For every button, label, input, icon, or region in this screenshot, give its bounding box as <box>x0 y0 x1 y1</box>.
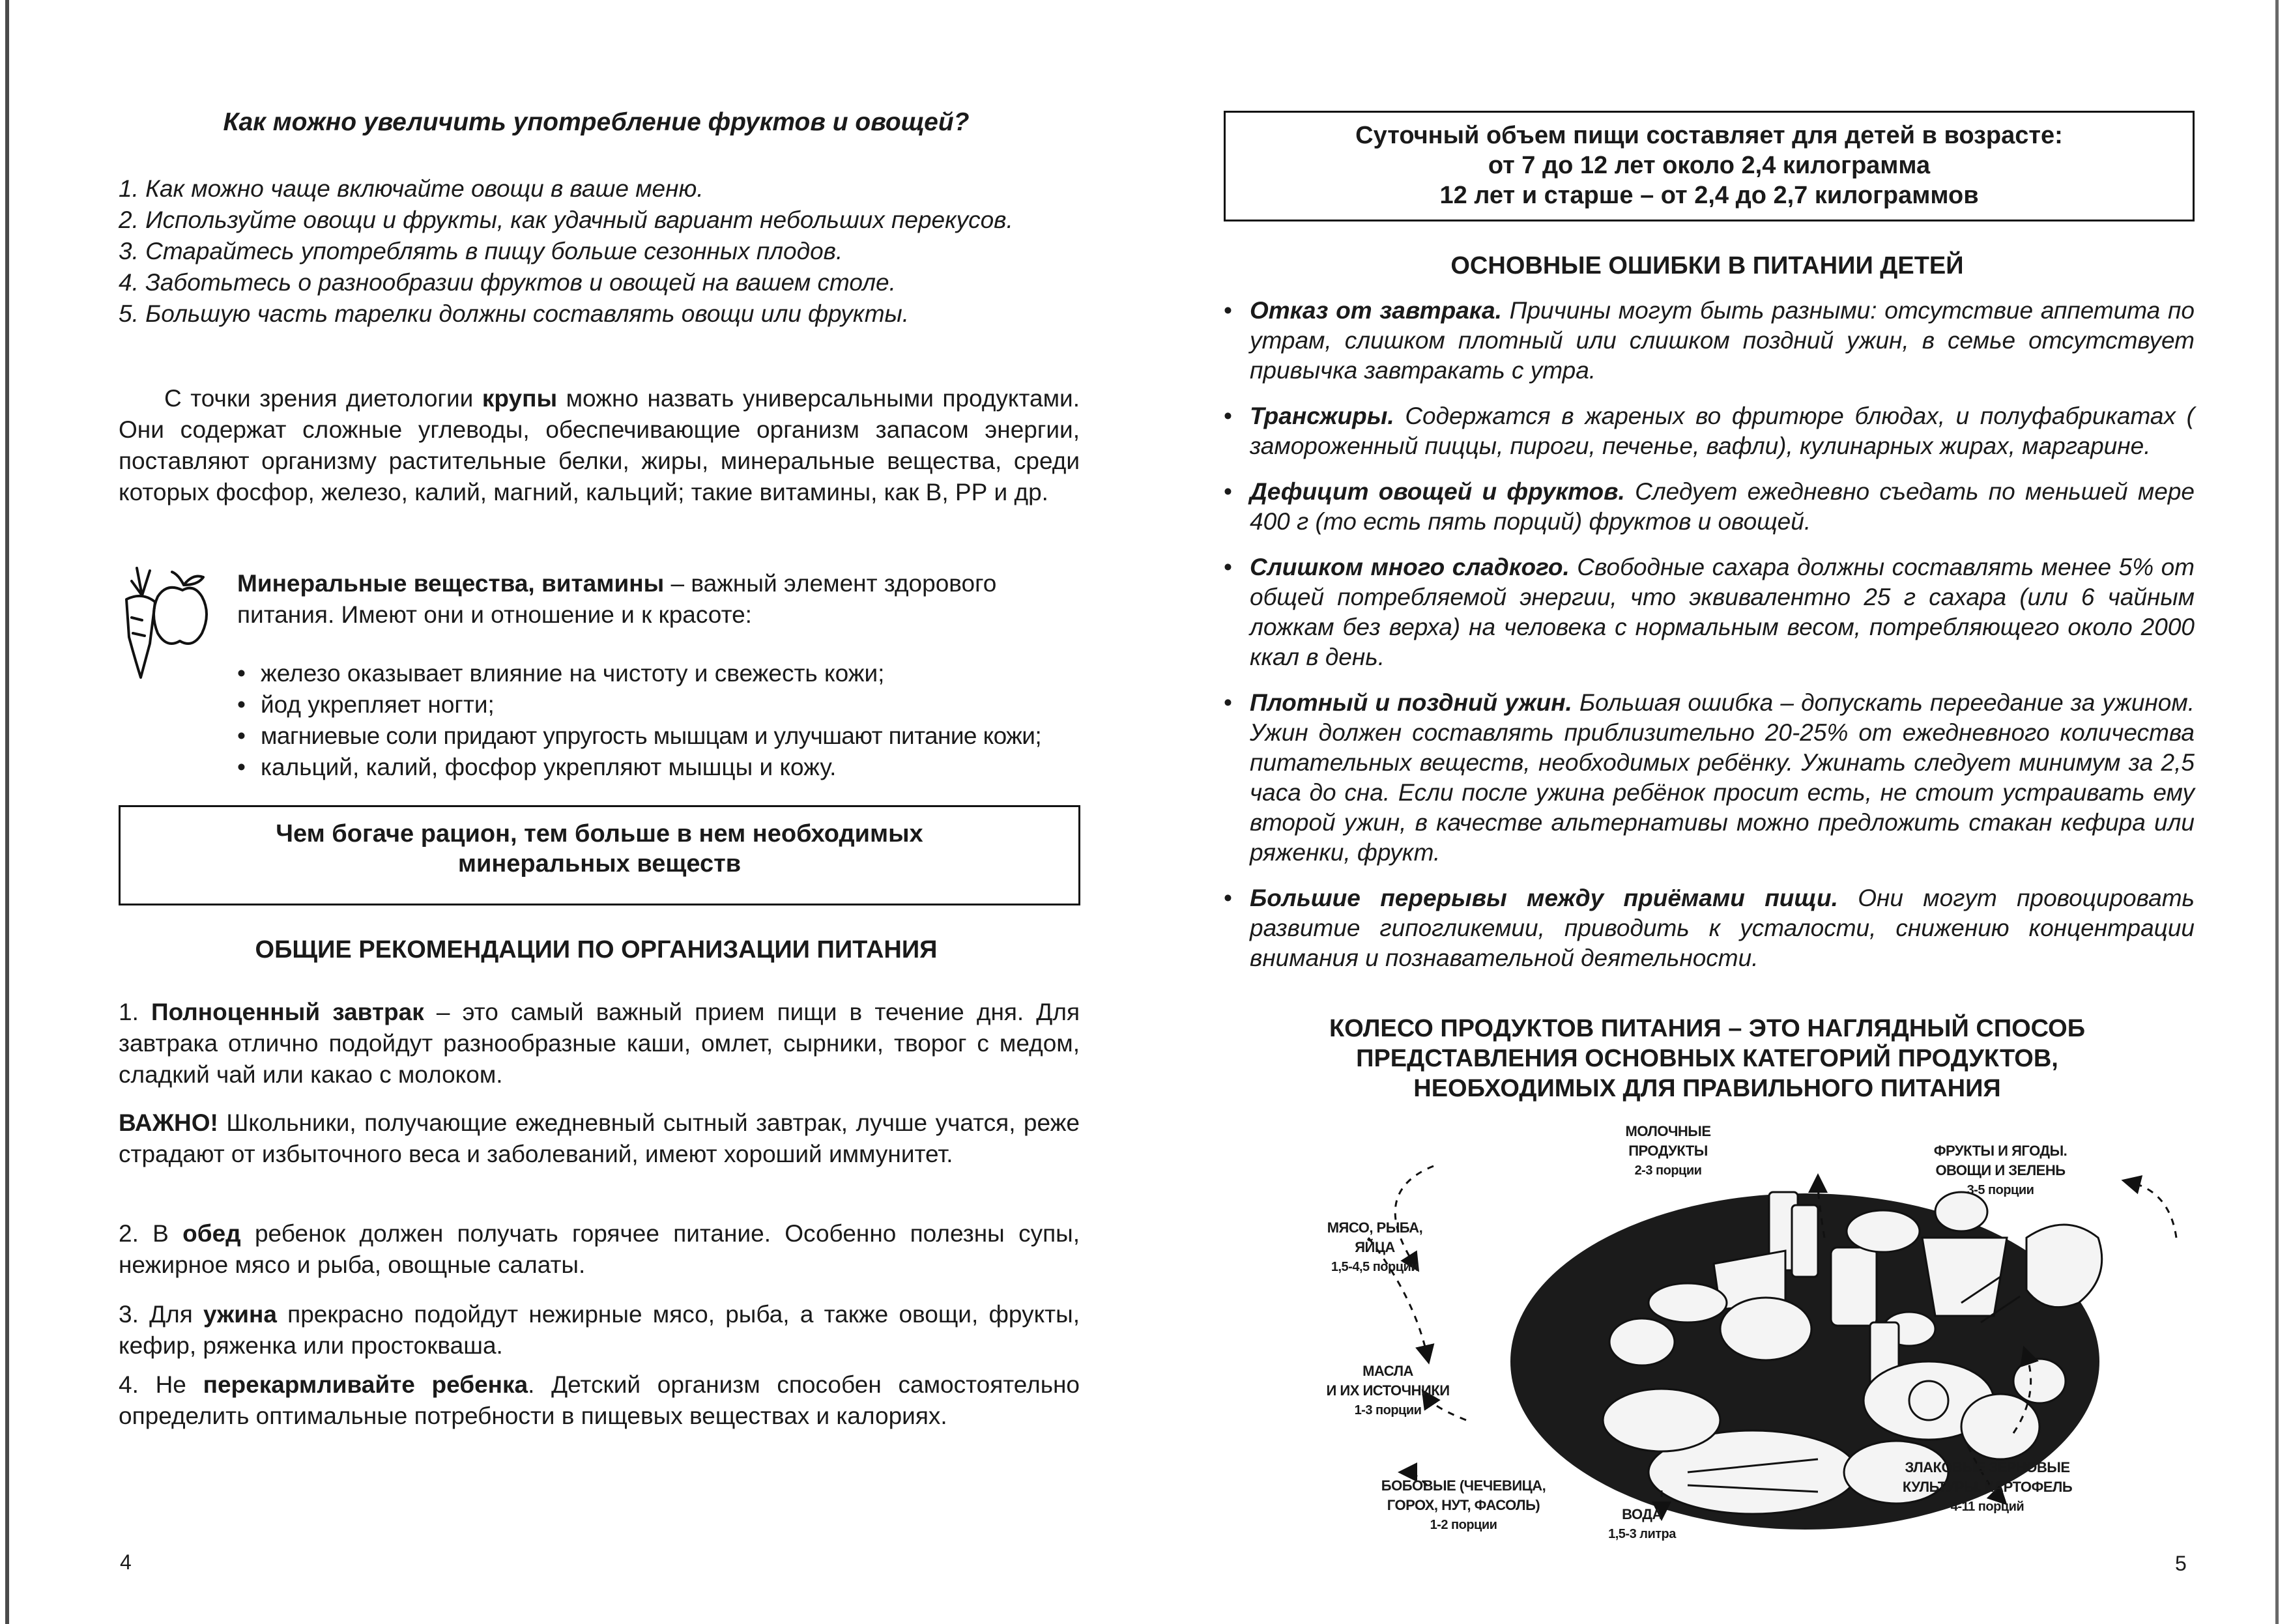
rec-lunch: 2. В обед ребенок должен получать горячее питание. Особенно полезны супы, нежирное мясо и рыба, овощные салаты. <box>119 1220 1080 1278</box>
wheel-label-oils: МАСЛА И ИХ ИСТОЧНИКИ 1-3 порции <box>1326 1363 1450 1417</box>
wheel-label-water: ВОДА 1,5-3 литра <box>1608 1506 1676 1541</box>
rec-no-overfeeding: 4. Не перекармливайте ребенка. Детский организм способен самостоятельно определить оптимальные потребности в пищевых веществах и калориях. <box>119 1371 1080 1429</box>
minerals-intro: Минеральные вещества, витамины – важный элемент здорового питания. Имеют они и отношение и к красоте: <box>237 570 997 628</box>
tip-item: 5. Большую часть тарелки должны составлять овощи или фрукты. <box>119 300 910 327</box>
tip-item: 3. Старайтесь употреблять в пищу больше сезонных плодов. <box>119 238 843 264</box>
right-page <box>1218 0 2196 1624</box>
mistake-item: • Трансжиры. Содержатся в жареных во фритюре блюдах, и полуфабрикатах ( замороженный пиццы, пироги, печенье, вафли), кулинарных жирах, маргарине. <box>1224 403 2195 459</box>
mistake-item: • Плотный и поздний ужин. Большая ошибка – допускать переедание за ужином. Ужин должен составлять приблизительно 20-25% от ежедневного количества питательных веществ, необходимых ребёнку. Ужинать следует минимум за 2,5 часа до сна. Если после ужина ребёнок просит есть, не стоит устраивать ему второй ужин, в качестве альтернативы можно предложить стакан кефира или ряженки, фрукт. <box>1224 689 2195 866</box>
tip-item: 2. Используйте овощи и фрукты, как удачный вариант небольших перекусов. <box>119 207 1013 233</box>
wheel-label-fruits: ФРУКТЫ И ЯГОДЫ. ОВОЩИ И ЗЕЛЕНЬ 3-5 порции <box>1933 1143 2068 1197</box>
tip-item: 4. Заботьтесь о разнообразии фруктов и овощей на вашем столе. <box>119 269 896 296</box>
scan-edge-left <box>5 0 9 1624</box>
rec-important: ВАЖНО! Школьники, получающие ежедневный сытный завтрак, лучше учатся, реже страдают от избыточного веса и заболеваний, имеют хороший иммунитет. <box>119 1109 1080 1167</box>
page-number-right: 5 <box>2175 1552 2187 1575</box>
mineral-item: • йод укрепляет ногти; <box>235 689 1082 720</box>
mistake-item: • Дефицит овощей и фруктов. Следует ежедневно съедать по меньшей мере 400 г (то есть пять порций) фруктов и овощей. <box>1224 478 2195 535</box>
wheel-label-legumes: БОБОВЫЕ (ЧЕЧЕВИЦА, ГОРОХ, НУТ, ФАСОЛЬ) 1-2 порции <box>1381 1477 1546 1532</box>
wheel-label-meat: МЯСО, РЫБА, ЯЙЦА 1,5-4,5 порции <box>1327 1219 1423 1274</box>
rec-breakfast: 1. Полноценный завтрак – это самый важный прием пищи в течение дня. Для завтрака отлично подойдут разнообразные каши, омлет, сырники, творог с медом, сладкий чай или какао с молоком. <box>119 999 1080 1088</box>
minerals-callout-box: Чем богаче рацион, тем больше в нем необходимых минеральных веществ <box>119 805 1080 905</box>
mistake-item: • Отказ от завтрака. Причины могут быть разными: отсутствие аппетита по утрам, слишком плотный или слишком поздний ужин, в семье отсутствует привычка завтракать с утра. <box>1224 297 2195 384</box>
mistake-item: • Большие перерывы между приёмами пищи. Они могут провоцировать развитие гипогликемии, приводить к усталости, снижению концентрации внимания и познавательной деятельности. <box>1224 885 2195 971</box>
tips-heading: Как можно увеличить употребление фруктов и овощей? <box>223 108 970 136</box>
mineral-item: • железо оказывает влияние на чистоту и свежесть кожи; <box>235 658 1082 689</box>
left-page <box>111 0 1082 1624</box>
daily-volume-box: Суточный объем пищи составляет для детей в возрасте: от 7 до 12 лет около 2,4 килограмма 12 лет и старше – от 2,4 до 2,7 килограммов <box>1224 111 2195 221</box>
wheel-label-dairy: МОЛОЧНЫЕ ПРОДУКТЫ 2-3 порции <box>1625 1123 1711 1178</box>
tips-list <box>119 173 1070 330</box>
mineral-item: • магниевые соли придают упругость мышцам и улучшают питание кожи; <box>235 720 1082 752</box>
mistake-item: • Слишком много сладкого. Свободные сахара должны составлять менее 5% от общей потребляемой энергии, что эквивалентно 25 г сахара (или 6 чайным ложкам без верха) на человека с нормальным весом, потребляющего около 2000 ккал в день. <box>1224 554 2195 670</box>
minerals-list <box>235 658 1082 783</box>
grains-paragraph: С точки зрения диетологии крупы можно назвать универсальными продуктами. Они содержат сложные углеводы, обеспечивающие организм запасом энергии, поставляют организму растительные белки, жиры, минеральные вещества, среди которых фосфор, железо, калий, магний, кальций; такие витамины, как В, РР и др. <box>119 385 1080 506</box>
mistakes-heading: ОСНОВНЫЕ ОШИБКИ В ПИТАНИИ ДЕТЕЙ <box>1450 252 1964 279</box>
mistakes-list <box>1224 296 2195 989</box>
tip-item: 1. Как можно чаще включайте овощи в ваше меню. <box>119 175 704 202</box>
wheel-heading: КОЛЕСО ПРОДУКТОВ ПИТАНИЯ – ЭТО НАГЛЯДНЫЙ СПОСОБ ПРЕДСТАВЛЕНИЯ ОСНОВНЫХ КАТЕГОРИЙ ПРОДУКТОВ, НЕОБХОДИМЫХ ДЛЯ ПРАВИЛЬНОГО ПИТАНИЯ <box>1329 1015 2086 1102</box>
rec-dinner: 3. Для ужина прекрасно подойдут нежирные мясо, рыба, а также овощи, фрукты, кефир, ряженка или простокваша. <box>119 1301 1080 1359</box>
wheel-label-grains: ЗЛАКОВЫЕ ЗЕРНОВЫЕ КУЛЬТУРЫ, КАРТОФЕЛЬ 4-11 порций <box>1902 1459 2073 1514</box>
recommendations-heading: ОБЩИЕ РЕКОМЕНДАЦИИ ПО ОРГАНИЗАЦИИ ПИТАНИЯ <box>255 936 938 963</box>
mineral-item: • кальций, калий, фосфор укрепляют мышцы и кожу. <box>235 752 1082 783</box>
carrot-apple-icon <box>112 565 216 680</box>
scan-edge-right <box>2275 0 2279 1624</box>
page-number-left: 4 <box>120 1550 132 1574</box>
